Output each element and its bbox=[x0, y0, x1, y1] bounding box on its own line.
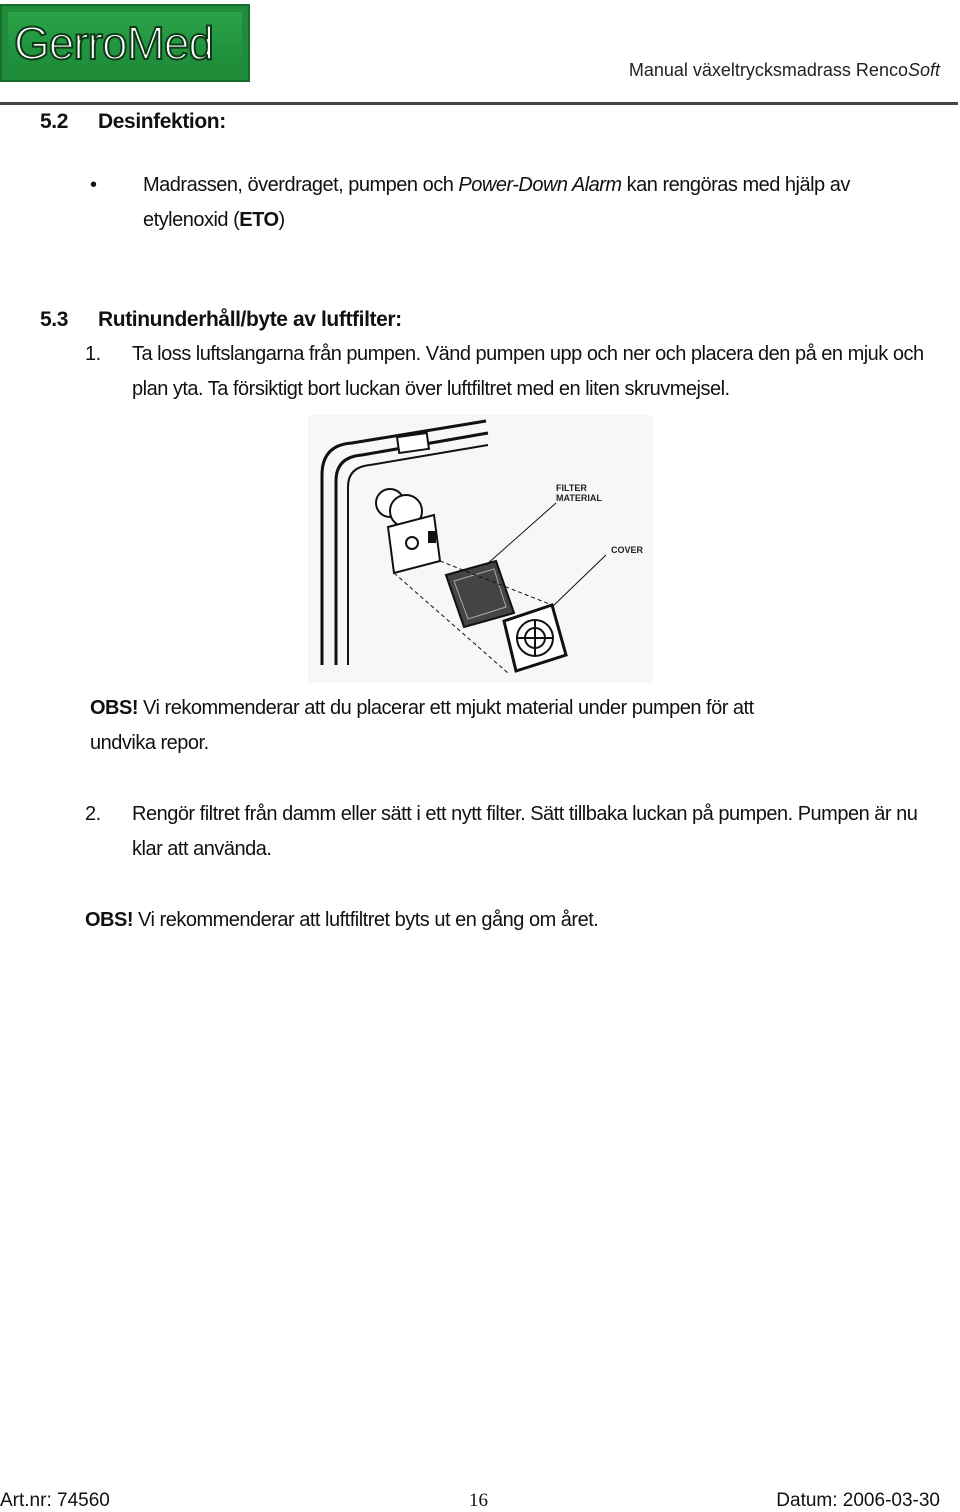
gerromed-logo bbox=[0, 4, 250, 82]
bullet-line-1 bbox=[143, 168, 850, 203]
bullet-line2-post: ) bbox=[278, 209, 285, 231]
note-2-text: Vi rekommenderar att luftfiltret byts ut en gång om året. bbox=[133, 909, 599, 931]
bullet-line2-bold: ETO bbox=[239, 209, 279, 231]
document-title-regular: Manual växeltrycksmadrass Renco bbox=[628, 60, 908, 80]
step-1-line-1: Ta loss luftslangarna från pumpen. Vänd pumpen upp och ner och placera den på en mjuk och bbox=[132, 343, 924, 365]
document-title-italic: Soft bbox=[907, 60, 940, 80]
note-2-bold: OBS! bbox=[85, 909, 133, 931]
filter-housing-latch bbox=[428, 531, 436, 543]
label-filter-line-2: MATERIAL bbox=[556, 493, 602, 503]
note-1-line-1 bbox=[90, 691, 754, 726]
footer-date: Datum: 2006-03-30 bbox=[776, 1490, 940, 1511]
section-5-3-number: 5.3 bbox=[40, 308, 68, 331]
note-1-bold: OBS! bbox=[90, 697, 138, 719]
pump-top-connector bbox=[397, 433, 429, 453]
bullet-text-italic: Power-Down Alarm bbox=[458, 174, 622, 196]
section-5-2-title: Desinfektion: bbox=[98, 110, 226, 133]
footer-article-number: Art.nr: 74560 bbox=[0, 1490, 110, 1511]
label-cover: COVER bbox=[611, 545, 644, 555]
footer-page-number: 16 bbox=[469, 1490, 488, 1511]
bullet-text-part-2: kan rengöras med hjälp av bbox=[621, 174, 850, 196]
document-title bbox=[629, 60, 940, 81]
bullet-glyph: • bbox=[90, 174, 97, 196]
note-1-text: Vi rekommenderar att du placerar ett mjukt material under pumpen för att bbox=[138, 697, 754, 719]
section-5-2-number: 5.2 bbox=[40, 110, 68, 133]
bullet-line-2 bbox=[143, 203, 285, 238]
label-filter-line-1: FILTER bbox=[556, 483, 587, 493]
note-1-line-2: undvika repor. bbox=[90, 732, 209, 754]
step-1-number: 1. bbox=[85, 343, 101, 365]
step-1-line-2: plan yta. Ta försiktigt bort luckan över luftfiltret med en liten skruvmejsel. bbox=[132, 378, 730, 400]
pump-filter-illustration bbox=[308, 415, 653, 683]
step-2-line-2: klar att använda. bbox=[132, 838, 272, 860]
step-2-line-1: Rengör filtret från damm eller sätt i ett nytt filter. Sätt tillbaka luckan på pumpen. Pumpen är nu bbox=[132, 803, 918, 825]
header-divider bbox=[0, 102, 958, 105]
section-5-3-title: Rutinunderhåll/byte av luftfilter: bbox=[98, 308, 402, 331]
bullet-text-part-1: Madrassen, överdraget, pumpen och bbox=[143, 174, 459, 196]
bullet-line2-pre: etylenoxid ( bbox=[143, 209, 240, 231]
note-2 bbox=[85, 903, 598, 938]
filter-housing-hole bbox=[406, 537, 418, 549]
step-2-number: 2. bbox=[85, 803, 101, 825]
logo-text: GerroMed bbox=[14, 17, 214, 69]
